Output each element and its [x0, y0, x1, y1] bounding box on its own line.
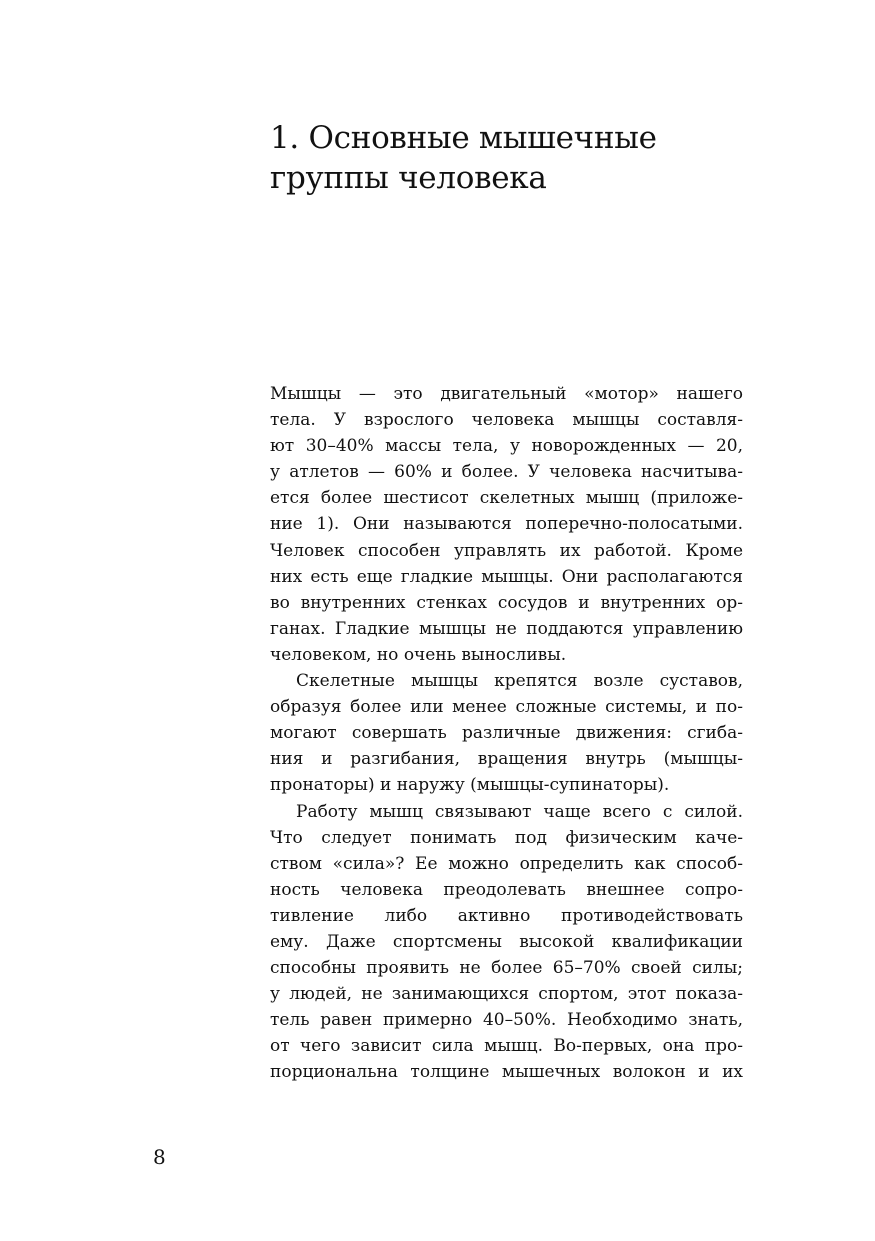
text-line: у людей, не занимающихся спортом, этот показа- [270, 984, 743, 1005]
chapter-title [270, 118, 740, 198]
text-line: порциональна толщине мышечных волокон и их [270, 1062, 743, 1083]
text-line: ния и разгибания, вращения внутрь (мышцы- [270, 749, 743, 770]
paragraph [270, 799, 743, 1086]
text-line: могают совершать различные движения: сгиба- [270, 723, 743, 744]
text-line: ность человека преодолевать внешнее сопро- [270, 879, 743, 900]
text-line: Человек способен управлять их работой. Кроме [270, 540, 743, 561]
text-line: от чего зависит сила мышц. Во-первых, она про- [270, 1036, 743, 1057]
text-line: ние 1). Они называются поперечно-полосатыми. [270, 514, 743, 535]
text-line: способны проявить не более 65–70% своей силы; [270, 958, 743, 979]
text-line: Мышцы — это двигательный «мотор» нашего [270, 384, 743, 404]
chapter-title-line: 1. Основные мышечные [270, 120, 657, 156]
text-line: ством «сила»? Ее можно определить как способ- [270, 853, 743, 874]
text-line: тивление либо активно противодействовать [270, 905, 743, 926]
text-line: человеком, но очень выносливы. [270, 644, 567, 665]
text-line: у атлетов — 60% и более. У человека насчитыва- [270, 462, 743, 483]
text-line: ется более шестисот скелетных мышц (приложе- [270, 488, 743, 509]
page-number: 8 [153, 1145, 166, 1169]
text-line: Работу мышц связывают чаще всего с силой. [296, 801, 743, 822]
text-line: образуя более или менее сложные системы, и по- [270, 697, 743, 718]
text-line: пронаторы) и наружу (мышцы-супинаторы). [270, 775, 670, 796]
chapter-title-line: группы человека [270, 160, 547, 196]
text-line: ганах. Гладкие мышцы не поддаются управлению [270, 618, 743, 639]
text-line: во внутренних стенках сосудов и внутренних ор- [270, 592, 743, 613]
text-line: Что следует понимать под физическим каче- [270, 827, 743, 848]
text-line: Скелетные мышцы крепятся возле суставов, [296, 671, 743, 692]
body-text [270, 381, 743, 1086]
paragraph [270, 668, 743, 798]
text-line: тель равен примерно 40–50%. Необходимо знать, [270, 1010, 743, 1031]
text-line: них есть еще гладкие мышцы. Они располагаются [270, 566, 743, 587]
paragraph [270, 381, 743, 668]
text-line: ему. Даже спортсмены высокой квалификации [270, 931, 743, 952]
text-line: тела. У взрослого человека мышцы составля- [270, 410, 743, 431]
text-line: ют 30–40% массы тела, у новорожденных — 20, [270, 436, 743, 457]
